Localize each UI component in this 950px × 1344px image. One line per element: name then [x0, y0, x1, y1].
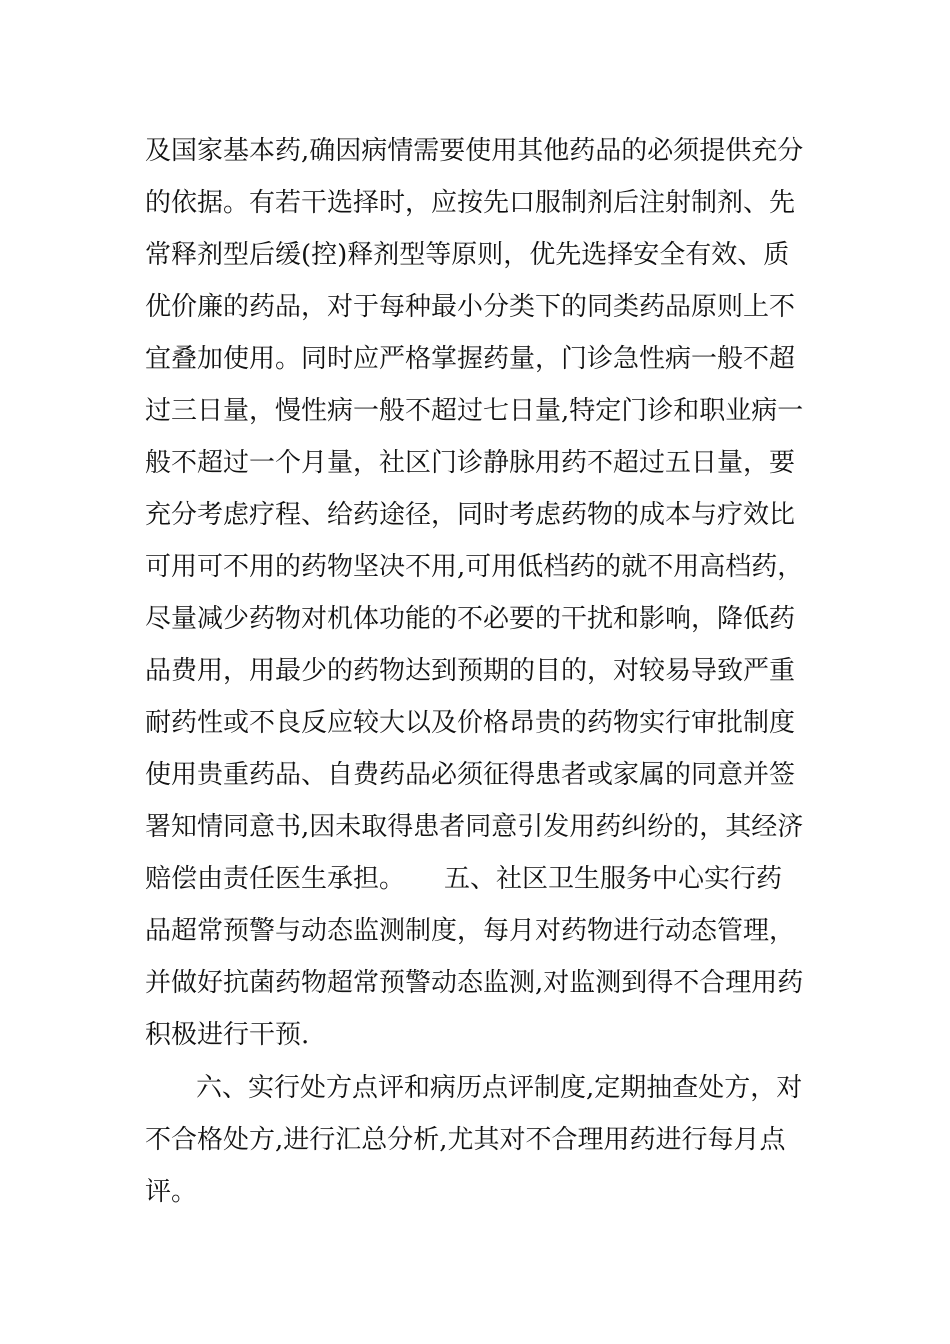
- text-line: 的依据。有若干选择时，应按先口服制剂后注射制剂、先: [145, 188, 796, 218]
- text-line: 赔偿由责任医生承担。 五、社区卫生服务中心实行药: [145, 864, 783, 894]
- text-line: 品费用，用最少的药物达到预期的目的，对较易导致严重: [145, 656, 796, 686]
- text-line: 尽量减少药物对机体功能的不必要的干扰和影响，降低药: [145, 604, 796, 634]
- text-line: 评。: [145, 1177, 198, 1207]
- text-line: 优价廉的药品，对于每种最小分类下的同类药品原则上不: [145, 292, 796, 322]
- text-line: 充分考虑疗程、给药途径，同时考虑药物的成本与疗效比: [145, 500, 796, 530]
- text-line: 积极进行干预.: [145, 1020, 310, 1050]
- text-line: 及国家基本药,确因病情需要使用其他药品的必须提供充分: [145, 136, 804, 166]
- text-line: 使用贵重药品、自费药品必须征得患者或家属的同意并签: [145, 760, 796, 790]
- text-line: 品超常预警与动态监测制度，每月对药物进行动态管理，: [145, 916, 796, 946]
- text-line: 过三日量，慢性病一般不超过七日量,特定门诊和职业病一: [145, 396, 804, 426]
- paragraph-first-line: 六、实行处方点评和病历点评制度,定期抽查处方，对: [196, 1073, 803, 1103]
- text-line: 般不超过一个月量，社区门诊静脉用药不超过五日量，要: [145, 448, 796, 478]
- text-line: 并做好抗菌药物超常预警动态监测,对监测到得不合理用药: [145, 968, 804, 998]
- text-line: 署知情同意书,因未取得患者同意引发用药纠纷的，其经济: [145, 812, 804, 842]
- text-line: 不合格处方,进行汇总分析,尤其对不合理用药进行每月点: [145, 1125, 786, 1155]
- text-line: 宜叠加使用。同时应严格掌握药量，门诊急性病一般不超: [145, 344, 796, 374]
- text-line: 耐药性或不良反应较大以及价格昂贵的药物实行审批制度: [145, 708, 796, 738]
- text-line: 常释剂型后缓(控)释剂型等原则，优先选择安全有效、质: [145, 240, 790, 270]
- text-line: 可用可不用的药物坚决不用,可用低档药的就不用高档药，: [145, 552, 804, 582]
